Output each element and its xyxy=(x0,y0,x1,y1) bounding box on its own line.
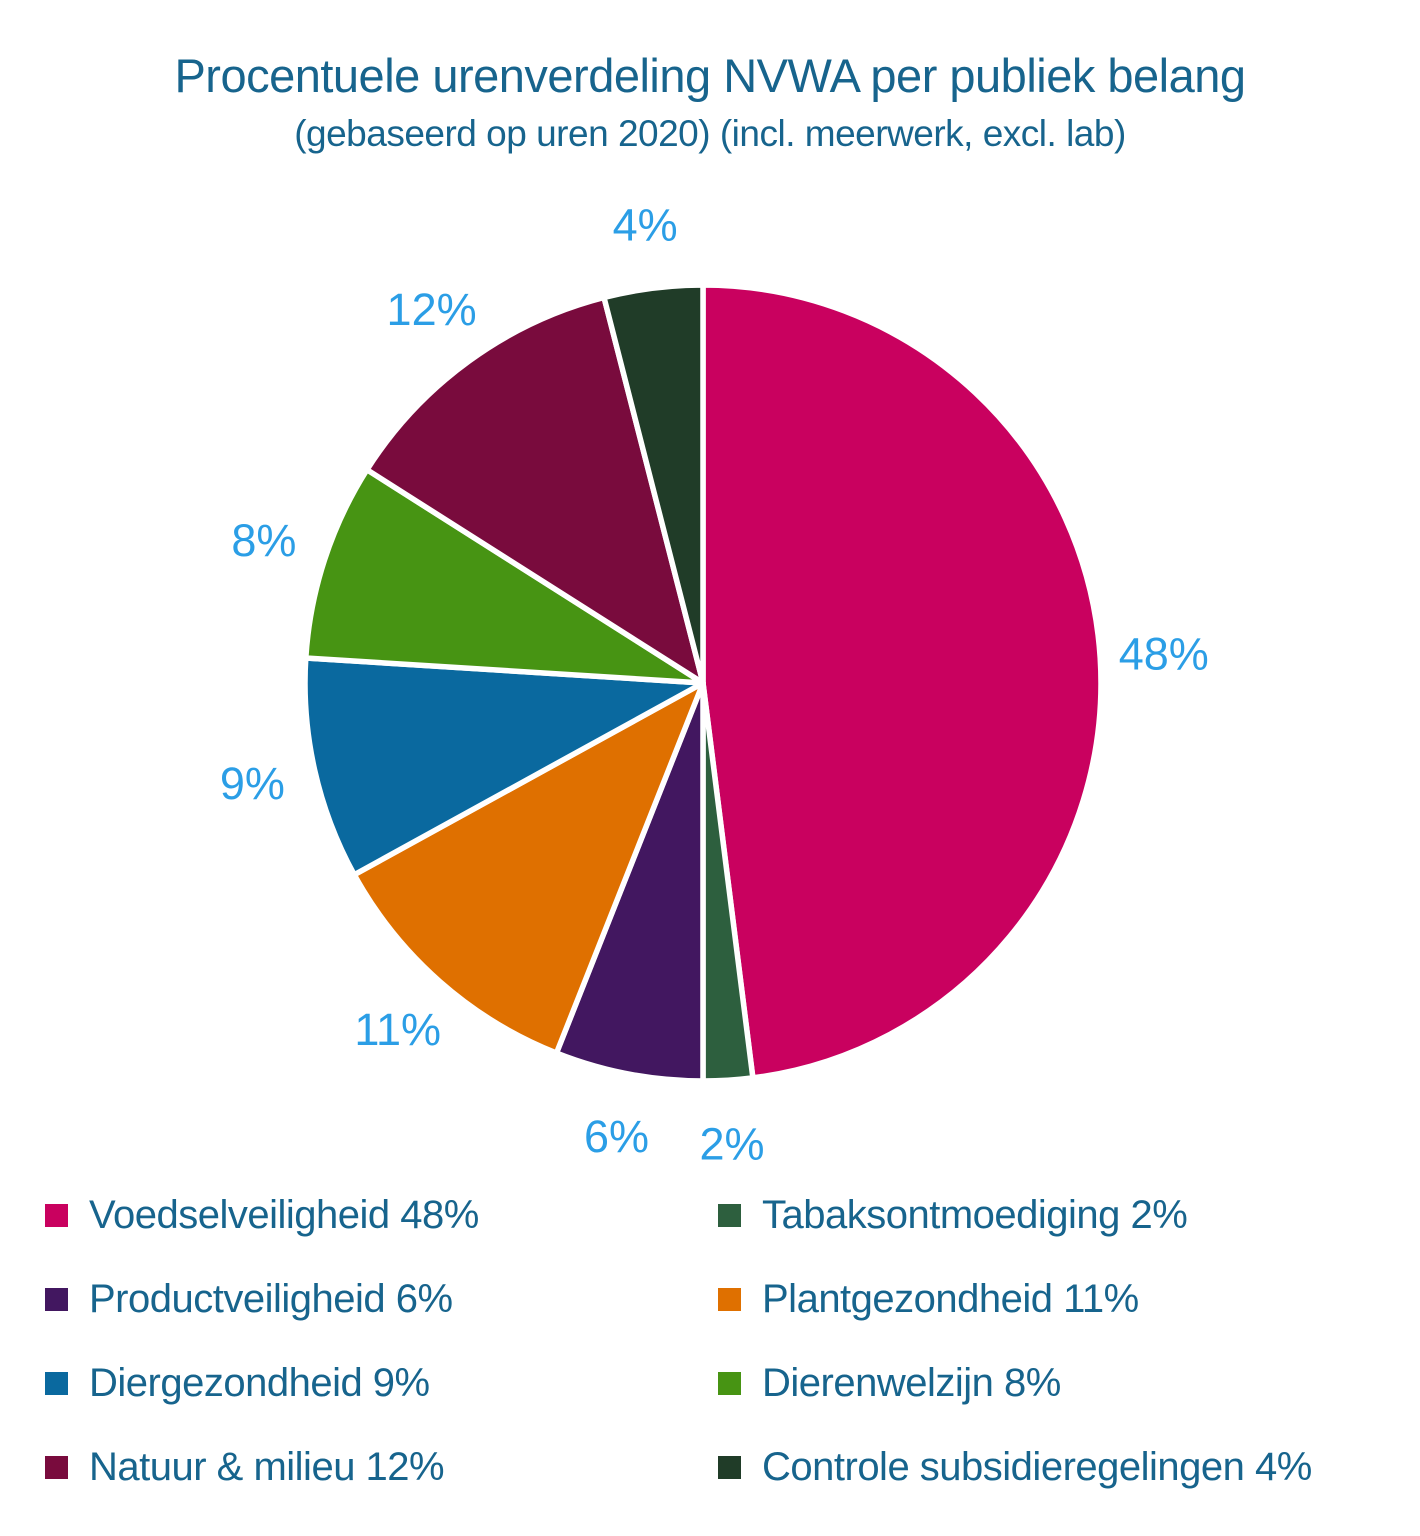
pie-slice-pct-label: 2% xyxy=(699,1118,765,1170)
legend-swatch-icon xyxy=(718,1204,741,1227)
legend-item-productveiligheid xyxy=(45,1276,718,1322)
legend-swatch-icon xyxy=(718,1288,741,1311)
pie-slice-pct-label: 12% xyxy=(386,284,477,335)
legend-item-tabaksontmoediging xyxy=(718,1192,1385,1238)
pie-slice-pct-label: 4% xyxy=(612,199,678,251)
pie-slice-pct-label: 48% xyxy=(1118,628,1209,680)
legend-label: Diergezondheid 9% xyxy=(89,1361,430,1405)
legend-swatch-icon xyxy=(45,1204,68,1227)
legend-item-controle-subsidieregelingen xyxy=(718,1444,1385,1490)
pie-slice-pct-label: 8% xyxy=(231,514,297,566)
pie-slice-voedselveiligheid xyxy=(703,285,1101,1078)
chart-subtitle: (gebaseerd op uren 2020) (incl. meerwerk, excl. lab) xyxy=(294,113,1126,154)
legend-label: Plantgezondheid 11% xyxy=(762,1277,1139,1321)
chart-title: Procentuele urenverdeling NVWA per publiek belang xyxy=(174,49,1246,102)
legend-label: Productveiligheid 6% xyxy=(89,1277,453,1321)
legend-item-diergezondheid xyxy=(45,1360,718,1406)
legend-swatch-icon xyxy=(718,1372,741,1395)
chart-legend xyxy=(45,1192,1385,1490)
legend-swatch-icon xyxy=(718,1456,741,1479)
legend-swatch-icon xyxy=(45,1372,68,1395)
legend-swatch-icon xyxy=(45,1288,68,1311)
legend-label: Tabaksontmoediging 2% xyxy=(762,1193,1188,1237)
pie-slice-pct-label: 11% xyxy=(354,1003,442,1055)
legend-item-voedselveiligheid xyxy=(45,1192,718,1238)
legend-item-dierenwelzijn xyxy=(718,1360,1385,1406)
legend-item-natuur-milieu xyxy=(45,1444,718,1490)
legend-label: Voedselveiligheid 48% xyxy=(89,1193,479,1237)
pie-slice-pct-label: 9% xyxy=(219,758,285,810)
legend-label: Natuur & milieu 12% xyxy=(89,1445,445,1489)
legend-label: Dierenwelzijn 8% xyxy=(762,1361,1061,1405)
pie-slice-pct-label: 6% xyxy=(583,1111,650,1162)
legend-label: Controle subsidieregelingen 4% xyxy=(762,1445,1312,1489)
legend-item-plantgezondheid xyxy=(718,1276,1385,1322)
legend-swatch-icon xyxy=(45,1456,68,1479)
